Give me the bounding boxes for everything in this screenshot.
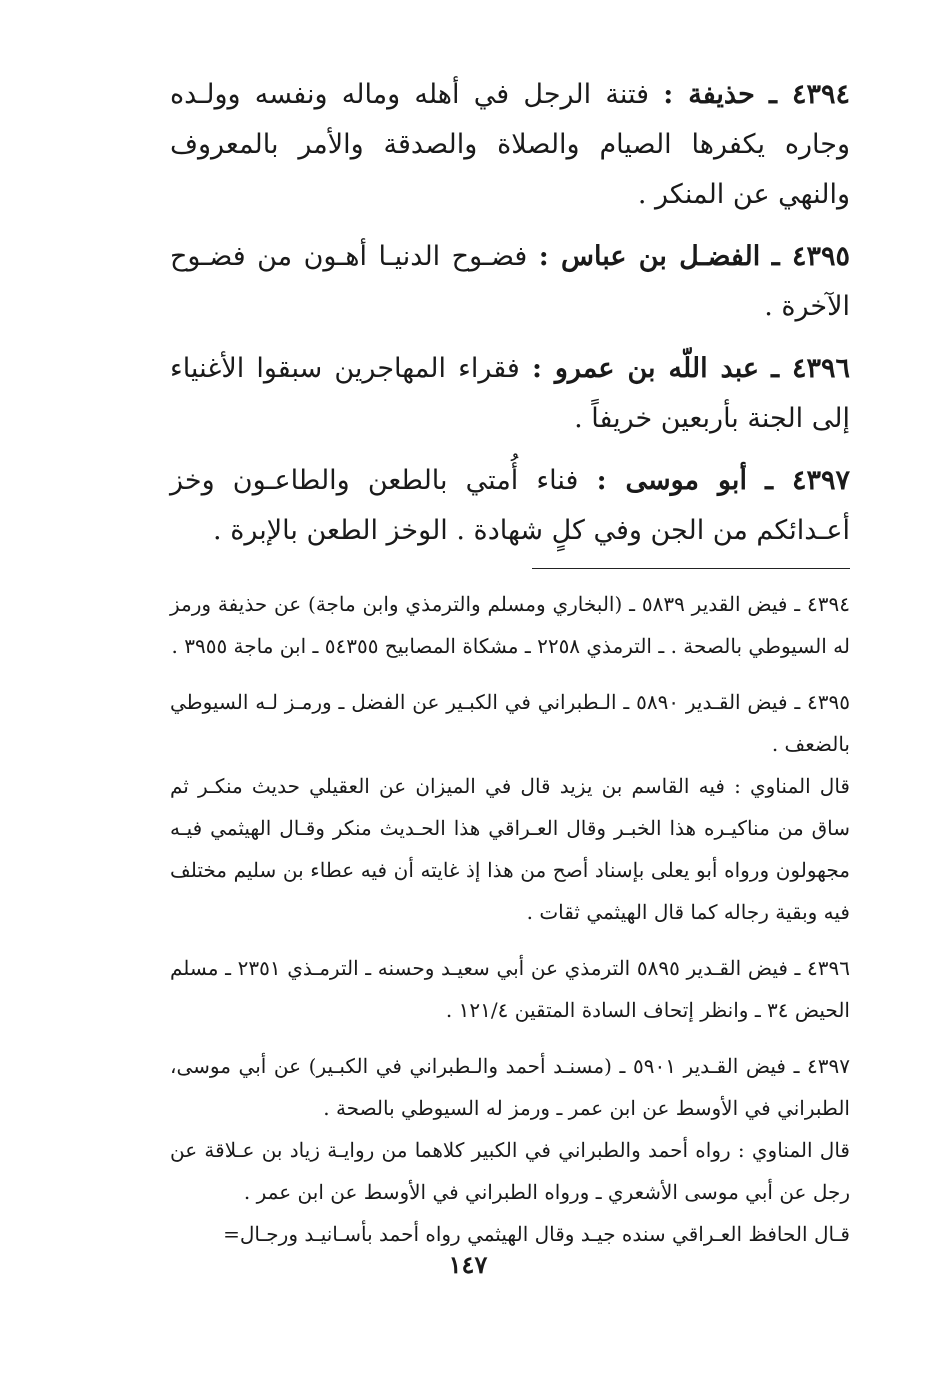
hadith-number: ٤٣٩٦ ـ — [771, 353, 850, 384]
footnote-paragraph: ٤٣٩٤ ـ فيض القدير ٥٨٣٩ ـ (البخاري ومسلم والترمذي وابن ماجة) عن حذيفة ورمز له السيوطي بالصحة . ـ الترمذي ٢٢٥٨ ـ مشكاة المصابيح ٥٤٣٥٥ ـ ابن ماجة ٣٩٥٥ . — [170, 592, 850, 658]
hadith-4397 — [170, 456, 850, 556]
page-number: ١٤٧ — [448, 1250, 488, 1279]
footnote-4397 — [170, 1045, 850, 1255]
hadith-number: ٤٣٩٧ ـ — [765, 465, 850, 496]
hadith-number: ٤٣٩٤ ـ — [769, 79, 850, 110]
hadith-4396 — [170, 344, 850, 444]
hadith-text: فتنة الرجل في أهله وماله ونفسه وولـده وجاره يكفرها الصيام والصلاة والصدقة والأمر بالمعروف والنهي عن المنكر . — [170, 79, 850, 210]
footnote-paragraph: قال المناوي : فيه القاسم بن يزيد قال في الميزان عن العقيلي حديث منكـر ثم ساق من مناكيـره هذا الخبـر وقال العـراقي هذا الحـديث منكر وقـال الهيثمي فيـه مجهولون ورواه أبو يعلى بإسناد أصح من هذا إذ غايته أن فيه عطاء بن سليم مختلف فيه وبقية رجاله كما قال الهيثمي ثقات . — [170, 774, 850, 924]
hadith-narrator: الفضـل بن عباس : — [538, 241, 761, 272]
footnote-paragraph: قال المناوي : رواه أحمد والطبراني في الكبير كلاهما من روايـة زياد بن عـلاقة عن رجل عن أبي موسى الأشعري ـ ورواه الطبراني في الأوسط عن ابن عمر . — [170, 1138, 850, 1204]
hadith-text: فقراء المهاجرين سبقوا الأغنياء إلى الجنة بأربعين خريفاً . — [170, 353, 850, 434]
hadith-4395 — [170, 232, 850, 332]
hadith-text: فضـوح الدنيـا أهـون من فضـوح الآخرة . — [170, 241, 850, 322]
footnote-paragraph: قـال الحافظ العـراقي سنده جيـد وقال الهيثمي رواه أحمد بأسـانيـد ورجـال= — [223, 1222, 850, 1246]
hadith-number: ٤٣٩٥ ـ — [771, 241, 851, 272]
hadith-narrator: عبد اللّه بن عمرو : — [531, 353, 759, 384]
footnote-4396 — [170, 947, 850, 1031]
hadith-narrator: أبو موسى : — [596, 465, 747, 496]
footnote-paragraph: ٤٣٩٦ ـ فيض القـدير ٥٨٩٥ الترمذي عن أبي سعيـد وحسنه ـ الترمـذي ٢٣٥١ ـ مسلم الحيض ٣٤ ـ وانظر إتحاف السادة المتقين ١٢١/٤ . — [170, 956, 851, 1022]
footnote-paragraph: ٤٣٩٧ ـ فيض القـدير ٥٩٠١ ـ (مسنـد أحمد والـطبراني في الكبـير) عن أبي موسى، الطبراني في الأوسط عن ابن عمر ـ ورمز له السيوطي بالصحة . — [170, 1054, 850, 1120]
hadith-narrator: حذيفة : — [663, 79, 755, 110]
hadith-4394 — [170, 70, 850, 220]
footnote-4395 — [170, 681, 850, 933]
page-body — [170, 70, 850, 1269]
hadith-text: فناء أُمتي بالطعن والطاعـون وخز أعـدائكم من الجن وفي كلٍ شهادة . الوخز الطعن بالإبرة . — [170, 465, 850, 546]
footnote-4394 — [170, 583, 850, 667]
footnote-separator — [532, 568, 850, 569]
footnote-paragraph: ٤٣٩٥ ـ فيض القـدير ٥٨٩٠ ـ الـطبراني في الكبـير عن الفضل ـ ورمـز لـه السيوطي بالضعف . — [170, 690, 850, 756]
